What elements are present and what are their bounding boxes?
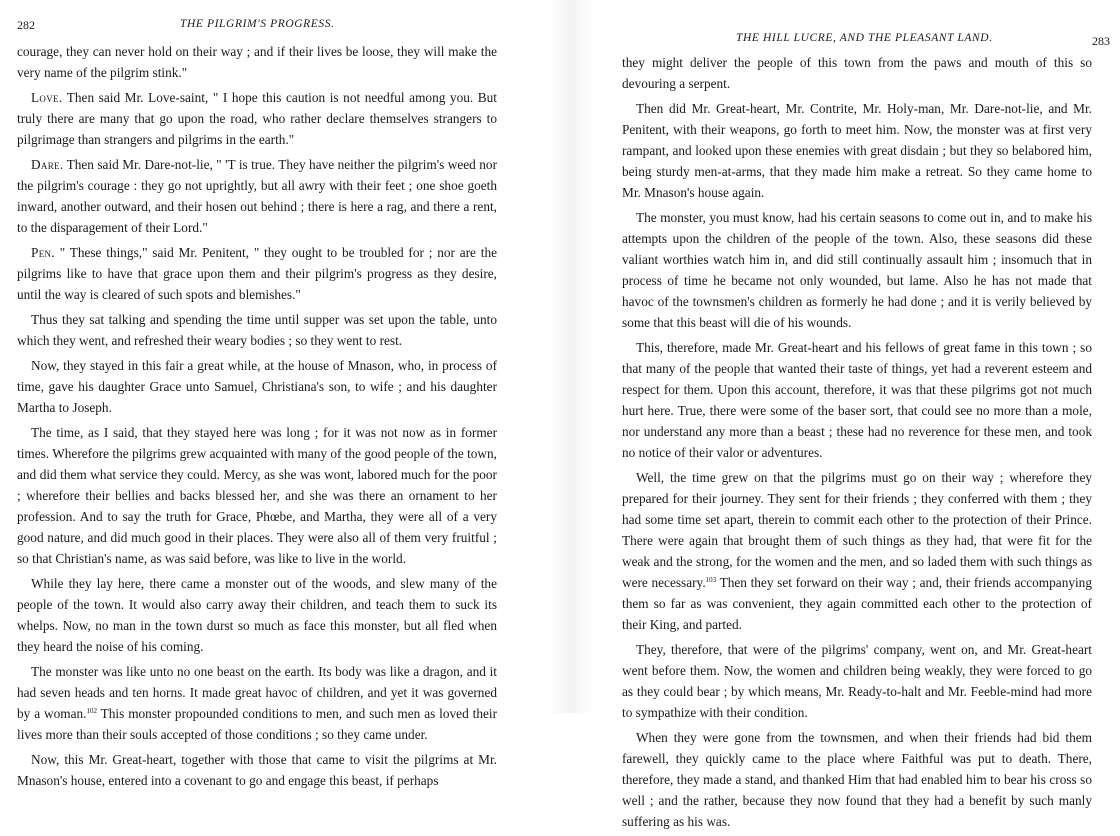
paragraph: The time, as I said, that they stayed here was long ; for it was not now as in former times. Wherefore the pilgrims grew acquainted with many of the good people of the town, and did them what service they could. Mercy, as she was wont, labored much for the poor ; wherefore their bellies and backs blessed her, and she was there an ornament to her profession. And to say the truth for Grace, Phœbe, and Martha, they were all of a very good nature, and did much good in their places. They were also all of them very fruitful ; so that Christian's name, as was said before, was like to live in the world. bbox=[17, 425, 497, 566]
paragraph: courage, they can never hold on their way ; and if their lives be loose, they will make the very name of the pilgrim stink." bbox=[17, 44, 497, 80]
page-body bbox=[622, 52, 1092, 836]
paragraph: Now, they stayed in this fair a great while, at the house of Mnason, who, in process of time, gave his daughter Grace unto Samuel, Christiana's son, to wife ; and his daughter Martha to Joseph. bbox=[17, 358, 497, 415]
paragraph: The monster, you must know, had his certain seasons to come out in, and to make his attempts upon the children of the people of the town. Also, these seasons did these valiant worthies watch him in, and did still continually assault him ; insomuch that in process of time he became not only wounded, but lame. Also he has not made that havoc of the townsmen's children as formerly he had done ; and it is verily believed by some that this beast will die of his wounds. bbox=[622, 210, 1092, 330]
paragraph-text: The monster was like unto no one beast on the earth. Its body was like a dragon, and it had seven heads and ten horns. It made great havoc of children, and yet it was governed by a woman. bbox=[17, 664, 497, 721]
paragraph: While they lay here, there came a monster out of the woods, and slew many of the people of the town. It would also carry away their children, and teach them to suck its whelps. Now, no man in the town durst so much as face this monster, but all fled when they heard the noise of his coming. bbox=[17, 576, 497, 654]
page-number: 283 bbox=[1092, 34, 1110, 48]
paragraph: When they were gone from the townsmen, and when their friends had bid them farewell, they quickly came to the place where Faithful was put to death. There, therefore, they made a stand, and thanked Him that had enabled him to bear his cross so well ; and the rather, because they now found that they had a benefit by such manly suffering as his was. bbox=[622, 730, 1092, 829]
paragraph: Thus they sat talking and spending the time until supper was set upon the table, unto which they went, and refreshed their weary bodies ; so they went to rest. bbox=[17, 312, 497, 348]
running-head: THE PILGRIM'S PROGRESS. bbox=[180, 18, 335, 30]
footnote-marker: 103 bbox=[705, 576, 717, 584]
paragraph: Then did Mr. Great-heart, Mr. Contrite, Mr. Holy-man, Mr. Dare-not-lie, and Mr. Penitent, with their weapons, go forth to meet him. Now, the monster was at first very rampant, and looked upon these enemies with great disdain ; but they so belabored him, being sturdy men-at-arms, that they made him make a retreat. So they came home to Mr. Mnason's house again. bbox=[622, 101, 1092, 200]
right-page bbox=[612, 0, 1112, 829]
paragraph: They, therefore, that were of the pilgrims' company, went on, and Mr. Great-heart went before them. Now, the women and children being weakly, they were forced to go as they could bear ; by which means, Mr. Ready-to-halt and Mr. Feeble-mind had more to sympathize with their condition. bbox=[622, 642, 1092, 720]
paragraph: they might deliver the people of this town from the paws and mouth of this so devouring a serpent. bbox=[622, 55, 1092, 91]
speaker-label: Love. bbox=[31, 90, 63, 105]
running-head: THE HILL LUCRE, AND THE PLEASANT LAND. bbox=[736, 32, 993, 44]
paragraph: Now, this Mr. Great-heart, together with those that came to visit the pilgrims at Mr. Mnason's house, entered into a covenant to go and engage this beast, if perhaps bbox=[17, 752, 497, 788]
speaker-label: Dare. bbox=[31, 157, 64, 172]
paragraph bbox=[17, 661, 497, 745]
paragraph-text: Then said Mr. Love-saint, " I hope this caution is not needful among you. But truly there are many that go upon the road, who rather declare themselves strangers to pilgrimage than strangers and pilgrims in the earth." bbox=[17, 90, 497, 147]
page-body bbox=[17, 41, 497, 795]
footnote-marker: 102 bbox=[86, 707, 97, 715]
paragraph-text: This monster propounded conditions to men, and such men as loved their lives more than their souls accepted of those conditions ; so they came under. bbox=[17, 706, 497, 742]
paragraph bbox=[17, 242, 497, 305]
book-gutter bbox=[548, 0, 594, 713]
paragraph bbox=[622, 467, 1092, 635]
paragraph-text: Well, the time grew on that the pilgrims must go on their way ; wherefore they prepared for their journey. They sent for their friends ; they conferred with them ; they had some time set apart, therein to commit each other to the protection of their Prince. There were again that brought them of such things as they had, that were fit for the weak and the strong, for the women and the men, and so laded them with such things as were necessary. bbox=[622, 470, 1092, 590]
left-page bbox=[0, 0, 520, 788]
paragraph bbox=[17, 154, 497, 238]
paragraph: This, therefore, made Mr. Great-heart and his fellows of great fame in this town ; so that many of the people that wanted their taste of things, yet had a reverent esteem and respect for them. Upon this account, therefore, it was that these pilgrims got not much hurt here. True, there were some of the baser sort, that could see no more than a mole, nor understand any more than a beast ; these had no reverence for these men, and took no notice of their valor or adventures. bbox=[622, 340, 1092, 460]
page-number: 282 bbox=[17, 18, 35, 32]
speaker-label: Pen. bbox=[31, 245, 55, 260]
paragraph-text: Then they set forward on their way ; and, their friends accompanying them so far as was convenient, they again committed each other to the protection of their King, and parted. bbox=[622, 575, 1092, 632]
paragraph-text: Then said Mr. Dare-not-lie, " 'T is true. They have neither the pilgrim's weed nor the pilgrim's courage : they go not uprightly, but all awry with their feet ; one shoe goeth inward, another outward, and their hosen out behind ; there is here a rag, and there a rent, to the disparagement of their Lord." bbox=[17, 157, 497, 235]
paragraph bbox=[17, 87, 497, 150]
paragraph-text: " These things," said Mr. Penitent, " they ought to be troubled for ; nor are the pilgrims like to have that grace upon them and their pilgrim's progress as they desire, until the way is cleared of such spots and blemishes." bbox=[17, 245, 497, 302]
